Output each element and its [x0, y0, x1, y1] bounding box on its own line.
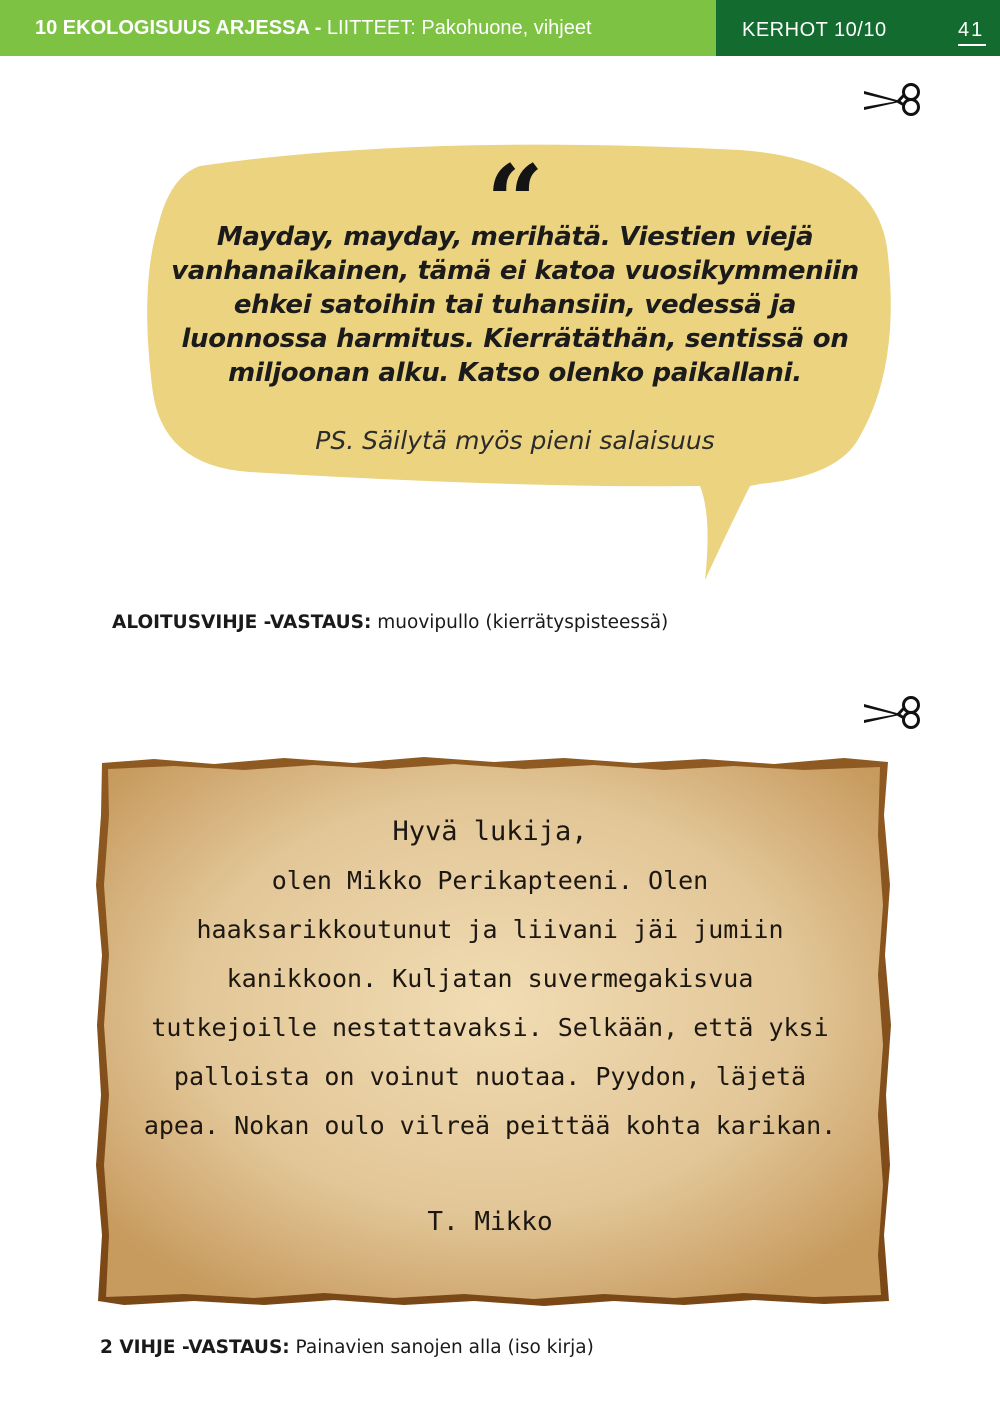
- letter-body: olen Mikko Perikapteeni. Olen haaksarikkoutunut ja liivani jäi jumiin kanikkoon. Kuljatan suvermegakisvua tutkejoille nestattavaksi. Selkään, että yksi palloista on voinut nuotaa. Pyydon, läjetä apea. Nokan oulo vilreä peittää kohta karikan.: [143, 866, 837, 1140]
- header-title-rest: LIITTEET: Pakohuone, vihjeet: [321, 17, 592, 39]
- header-title-bold: 10 EKOLOGISUUS ARJESSA -: [35, 17, 322, 39]
- answer-1: [112, 612, 668, 633]
- quote-icon: “: [486, 143, 544, 261]
- answer-1-label: ALOITUSVIHJE -VASTAUS:: [112, 612, 372, 633]
- answer-1-text: muovipullo (kierrätyspisteessä): [371, 612, 669, 633]
- scissors-icon: [862, 695, 924, 729]
- letter-greeting: Hyvä lukija,: [392, 816, 588, 847]
- answer-2-text: Painavien sanojen alla (iso kirja): [289, 1337, 594, 1358]
- page-header: [0, 0, 1000, 56]
- clue-1-ps: PS. Säilytä myös pieni salaisuus: [315, 426, 715, 455]
- answer-2-label: 2 VIHJE -VASTAUS:: [100, 1337, 290, 1358]
- scissors-icon: [862, 82, 924, 116]
- page-number-underline: [958, 44, 986, 46]
- answer-2: [100, 1337, 594, 1358]
- kerhot-label: KERHOT 10/10: [742, 19, 887, 41]
- page-number: 41: [958, 19, 985, 41]
- letter-signature: T. Mikko: [427, 1207, 553, 1237]
- clue-1-text: Mayday, mayday, merihätä. Viestien viejä vanhanaikainen, tämä ei katoa vuosikymmeniin ehkei satoihin tai tuhansiin, vedessä ja luonnossa harmitus. Kierrätäthän, sentissä on miljoonan alku. Katso olenko paikallani.: [171, 222, 859, 388]
- clue-2-letter: [140, 808, 840, 1246]
- header-title: [35, 17, 592, 40]
